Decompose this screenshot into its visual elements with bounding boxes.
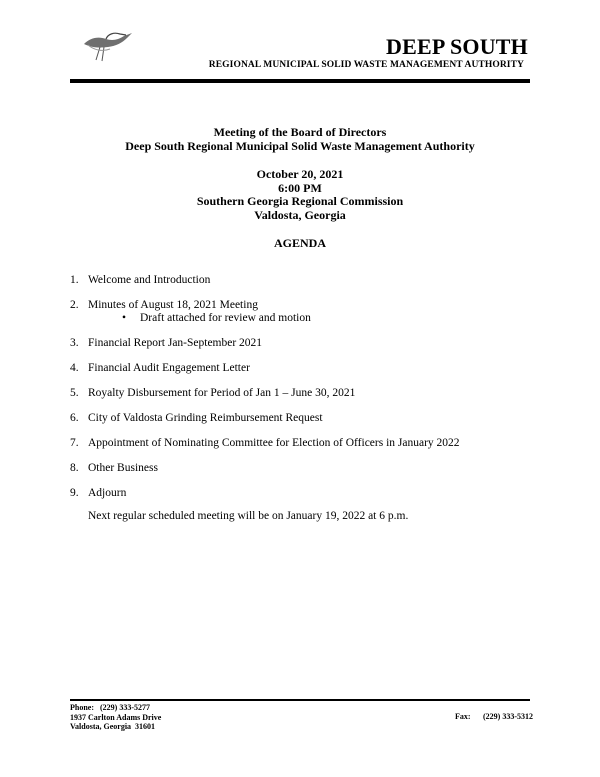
agenda-item [70, 461, 540, 486]
fax-number: (229) 333-5312 [483, 712, 533, 721]
org-name: DEEP SOUTH [386, 34, 528, 59]
meeting-title: Meeting of the Board of Directors [213, 125, 387, 139]
item-number: 2. [70, 299, 79, 311]
footer-phone: Phone: (229) 333-5277 [70, 703, 150, 712]
item-text: Minutes of August 18, 2021 Meeting [88, 299, 258, 311]
item-text: City of Valdosta Grinding Reimbursement Request [88, 412, 323, 424]
agenda-item [70, 273, 540, 298]
agenda-item [70, 486, 540, 511]
item-number: 6. [70, 412, 79, 424]
footer-contact [70, 703, 161, 732]
meeting-time: 6:00 PM [278, 181, 322, 195]
bullet-icon: • [122, 312, 127, 324]
item-text: Financial Audit Engagement Letter [88, 362, 250, 374]
header-divider [70, 79, 530, 83]
item-number: 1. [70, 274, 79, 286]
item-number: 4. [70, 362, 79, 374]
agenda-list [70, 273, 540, 511]
footer-divider [70, 699, 530, 701]
item-text: Financial Report Jan-September 2021 [88, 337, 263, 349]
agenda-heading: AGENDA [273, 236, 326, 250]
item-number: 5. [70, 387, 79, 399]
agenda-item [70, 411, 540, 436]
item-text: Adjourn [88, 487, 127, 499]
agenda-item [70, 361, 540, 386]
item-number: 7. [70, 437, 79, 449]
item-text: Royalty Disbursement for Period of Jan 1 – June 30, 2021 [88, 387, 356, 399]
item-text: Other Business [88, 462, 158, 474]
agenda-item [70, 436, 540, 461]
agenda-item [70, 298, 540, 336]
authority-name: Deep South Regional Municipal Solid Waste Management Authority [125, 139, 475, 153]
heron-logo [80, 30, 136, 64]
subitem-text: Draft attached for review and motion [140, 312, 311, 324]
item-number: 3. [70, 337, 79, 349]
agenda-subitem [70, 312, 540, 325]
org-subtitle: REGIONAL MUNICIPAL SOLID WASTE MANAGEMENT AUTHORITY [208, 60, 524, 70]
meeting-venue: Southern Georgia Regional Commission [196, 194, 404, 208]
footer-address-line2: Valdosta, Georgia 31601 [70, 722, 156, 731]
agenda-item [70, 336, 540, 361]
footer-address-line1: 1937 Carlton Adams Drive [70, 712, 162, 722]
item-number: 9. [70, 487, 79, 499]
item-text: Welcome and Introduction [88, 274, 211, 286]
meeting-date: October 20, 2021 [256, 167, 344, 181]
fax-label: Fax: [455, 712, 471, 721]
next-meeting-note: Next regular scheduled meeting will be on January 19, 2022 at 6 p.m. [88, 510, 409, 522]
agenda-item [70, 386, 540, 411]
meeting-location: Valdosta, Georgia [254, 208, 346, 222]
footer-fax [455, 712, 533, 721]
item-text: Appointment of Nominating Committee for Election of Officers in January 2022 [88, 437, 460, 449]
item-number: 8. [70, 462, 79, 474]
